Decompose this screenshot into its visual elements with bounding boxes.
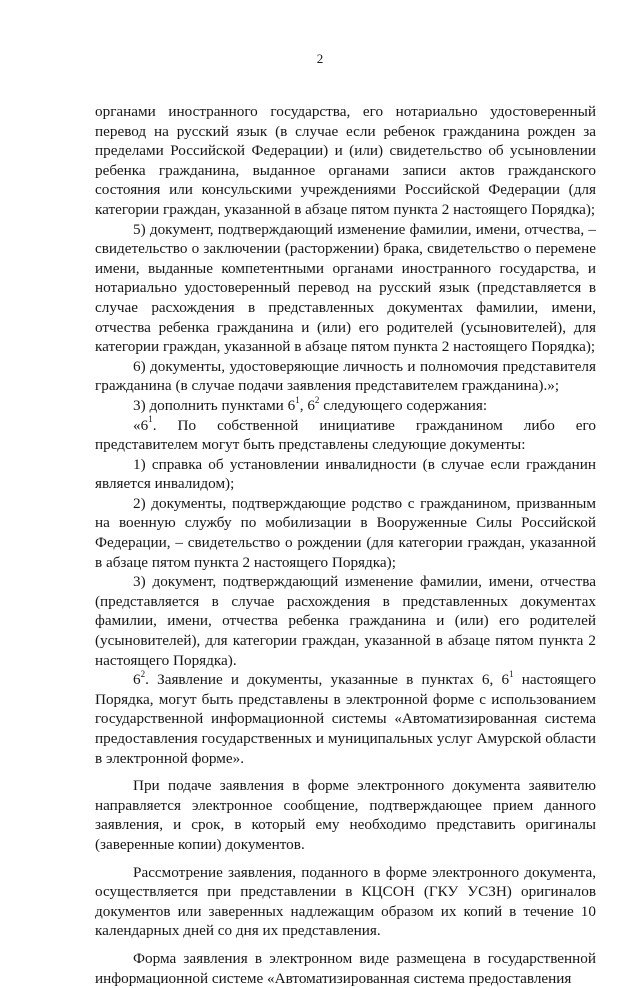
superscript: 1 xyxy=(509,669,514,680)
paragraph xyxy=(95,416,596,455)
paragraph: Форма заявления в электронном виде размещена в государственной информационной системе «Автоматизированная система предоставления xyxy=(95,949,596,987)
text-run: 3) дополнить пунктами 6 xyxy=(133,396,296,414)
paragraph: При подаче заявления в форме электронного документа заявителю направляется электронное сообщение, подтверждающее прием данного заявления, и срок, в который ему необходимо представить оригиналы (заверенные копии) документов. xyxy=(95,777,596,853)
paragraph: Рассмотрение заявления, поданного в форме электронного документа, осуществляется при представлении в КЦСОН (ГКУ УСЗН) оригиналов документов или заверенных надлежащим образом их копий в течение 10 календарных дней со дня их представления. xyxy=(95,863,596,940)
page-number: 2 xyxy=(316,51,324,66)
paragraph: 3) документ, подтверждающий изменение фамилии, имени, отчества (представляется в случае расхождения в представленных документах фамилии, имени, отчества ребенка гражданина и (или) его родителей (усыновителей), для категории граждан, указанной в абзаце пятом пункта 2 настоящего Порядка). xyxy=(95,573,596,669)
text-run: «6 xyxy=(133,416,149,434)
paragraph xyxy=(95,670,596,768)
paragraph: органами иностранного государства, его нотариально удостоверенный перевод на русский язык (в случае если ребенок гражданина рожден за пределами Российской Федерации) и (или) свидетельство об усыновлении ребенка гражданина, выданное органами записи актов гражданского состояния или консульскими учреждениями Российской Федерации (для категории граждан, указанной в абзаце пятом пункта 2 настоящего Порядка); xyxy=(95,103,596,218)
paragraph: 5) документ, подтверждающий изменение фамилии, имени, отчества, – свидетельство о заключении (расторжении) брака, свидетельство о перемене имени, выданные компетентными органами иностранного государства, и нотариально удостоверенный перевод на русский язык (представляется в случае расхождения в представленных документах фамилии, имени, отчества ребенка гражданина и (или) его родителей (усыновителей), для категории граждан, указанной в абзаце пятом пункта 2 настоящего Порядка); xyxy=(95,220,596,356)
paragraph xyxy=(95,396,596,416)
paragraph: 1) справка об установлении инвалидности (в случае если гражданин является инвалидом); xyxy=(95,455,596,493)
paragraph: 6) документы, удостоверяющие личность и полномочия представителя гражданина (в случае подачи заявления представителем гражданина).»; xyxy=(95,357,596,395)
paragraph: 2) документы, подтверждающие родство с гражданином, призванным на военную службу по мобилизации в Вооруженные Силы Российской Федерации, – свидетельство о рождении (для категории граждан, указанной в абзаце пятом пункта 2 настоящего Порядка); xyxy=(95,494,596,571)
text-run: 6 xyxy=(133,671,141,689)
superscript: 1 xyxy=(148,414,153,425)
text-run: следующего содержания: xyxy=(319,396,488,414)
text-run: , 6 xyxy=(299,396,315,414)
text-run: настоящего Порядка, могут быть представлены в электронной форме с использованием государственной информационной системы «Автоматизированная система предоставления государственных и муниципальных услуг Амурской области в электронной форме». xyxy=(95,671,597,767)
document-body xyxy=(95,102,596,988)
text-run: . По собственной инициативе гражданином либо его представителем могут быть представлены следующие документы: xyxy=(95,416,596,454)
text-run: . Заявление и документы, указанные в пунктах 6, 6 xyxy=(145,671,510,689)
superscript: 2 xyxy=(314,394,320,405)
superscript: 2 xyxy=(140,669,146,680)
superscript: 1 xyxy=(295,394,300,405)
